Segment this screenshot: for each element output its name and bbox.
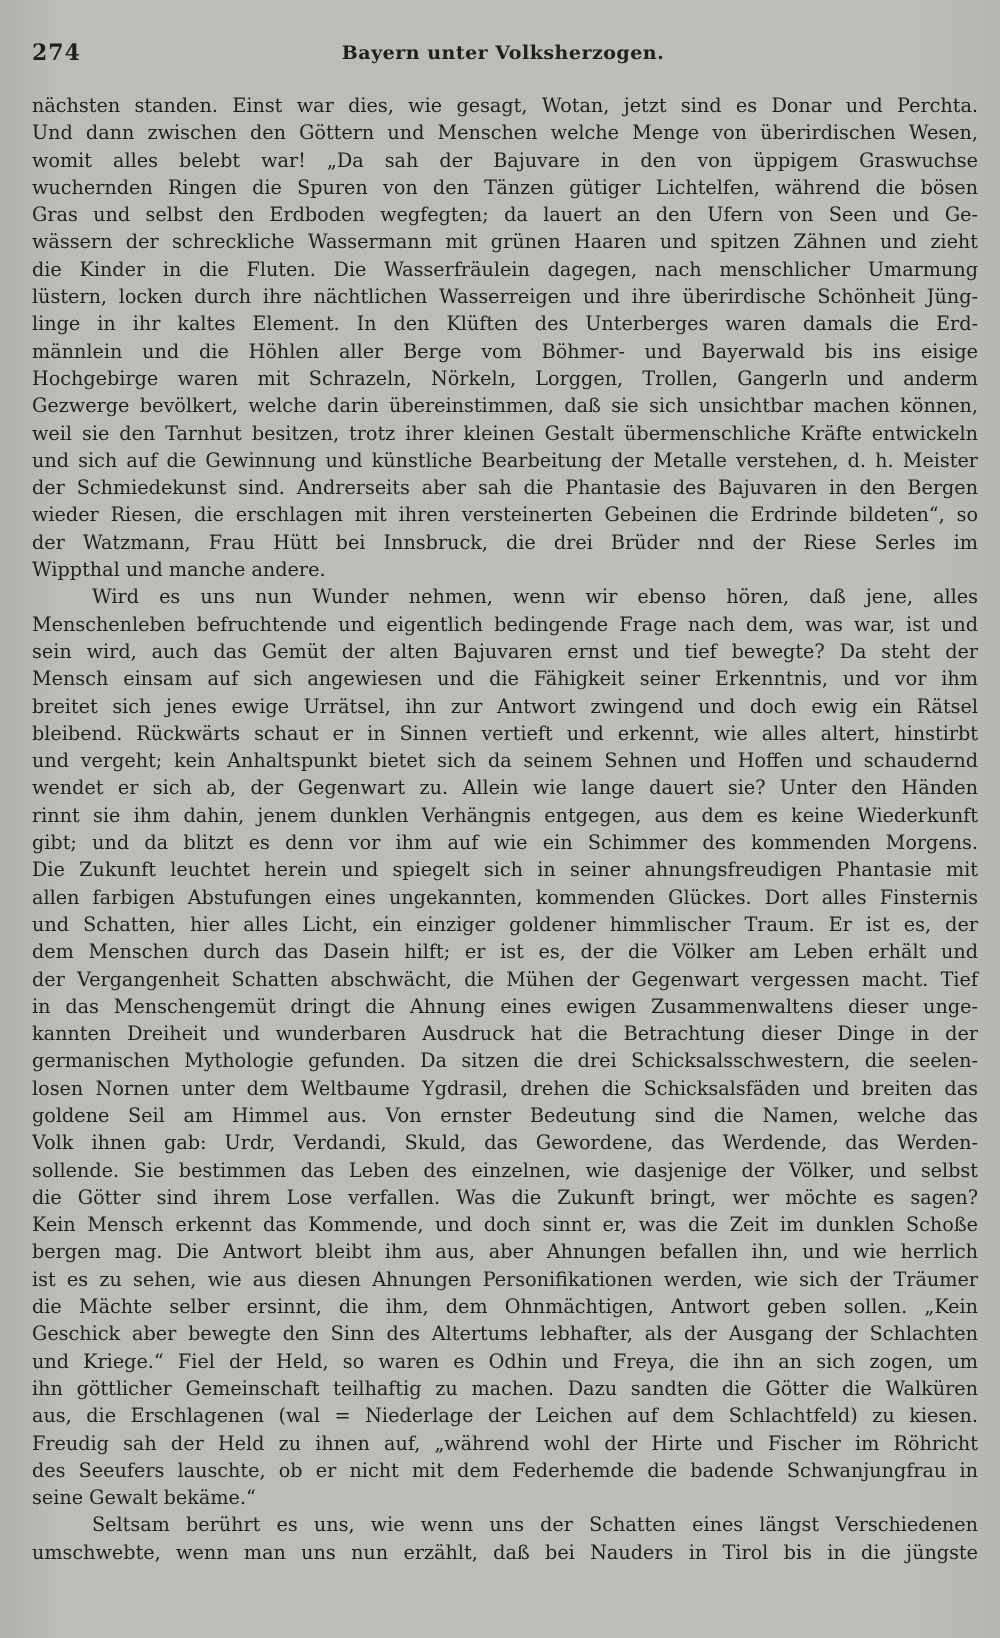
- text-line: in das Menschengemüt dringt die Ahnung eines ewigen Zusammenwaltens dieser unge-: [32, 994, 978, 1018]
- text-line: weil sie den Tarnhut besitzen, trotz ihrer kleinen Gestalt übermenschliche Kräfte entwickeln: [32, 421, 978, 445]
- text-line: Hochgebirge waren mit Schrazeln, Nörkeln, Lorggen, Trollen, Gangerln und anderm: [32, 366, 978, 390]
- text-line: Wird es uns nun Wunder nehmen, wenn wir ebenso hören, daß jene, alles: [92, 585, 978, 609]
- text-line: allen farbigen Abstufungen eines ungekannten, kommenden Glückes. Dort alles Finsternis: [32, 885, 978, 909]
- text-line: Volk ihnen gab: Urdr, Verdandi, Skuld, das Gewordene, das Werdende, das Werden-: [32, 1131, 978, 1155]
- text-line: wässern der schreckliche Wassermann mit grünen Haaren und spitzen Zähnen und zieht: [32, 230, 978, 254]
- text-line: lüstern, locken durch ihre nächtlichen Wasserreigen und ihre überirdische Schönheit Jüng-: [32, 285, 978, 309]
- text-line: losen Nornen unter dem Weltbaume Ygdrasil, drehen die Schicksalsfäden und breiten das: [32, 1076, 978, 1100]
- text-line: goldene Seil am Himmel aus. Von ernster Bedeutung sind die Namen, welche das: [32, 1103, 978, 1127]
- text-line: des Seeufers lauschte, ob er nicht mit dem Federhemde die badende Schwanjungfrau in: [32, 1458, 978, 1482]
- text-line: bleibend. Rückwärts schaut er in Sinnen vertieft und erkennt, wie alles altert, hinstirbt: [32, 721, 978, 745]
- running-title: Bayern unter Volksherzogen.: [341, 42, 665, 64]
- text-line: seine Gewalt bekäme.“: [32, 1486, 256, 1510]
- text-line: und vergeht; kein Anhaltspunkt bietet sich da seinem Sehnen und Hoffen und schaudernd: [32, 749, 978, 773]
- text-line: Mensch einsam auf sich angewiesen und die Fähigkeit seiner Erkenntnis, und vor ihm: [32, 667, 978, 691]
- text-line: ihn göttlicher Gemeinschaft teilhaftig zu machen. Dazu sandten die Götter die Walküren: [32, 1376, 978, 1400]
- text-line: der Schmiedekunst sind. Andrerseits aber sah die Phantasie des Bajuvaren in den Bergen: [32, 476, 978, 500]
- text-line: Gras und selbst den Erdboden wegfegten; da lauert an den Ufern von Seen und Ge-: [32, 203, 978, 227]
- text-line: und sich auf die Gewinnung und künstliche Bearbeitung der Metalle verstehen, d. h. Meister: [32, 448, 978, 472]
- text-line: der Watzmann, Frau Hütt bei Innsbruck, die drei Brüder nnd der Riese Serles im: [32, 530, 978, 554]
- text-line: wieder Riesen, die erschlagen mit ihren versteinerten Gebeinen die Erdrinde bildeten“, so: [32, 503, 978, 527]
- text-line: Die Zukunft leuchtet herein und spiegelt sich in seiner ahnungsfreudigen Phantasie mit: [32, 858, 978, 882]
- text-line: umschwebte, wenn man uns nun erzählt, daß bei Nauders in Tirol bis in die jüngste: [32, 1540, 978, 1564]
- text-line: die Mächte selber ersinnt, die ihm, dem Ohnmächtigen, Antwort geben sollen. „Kein: [32, 1295, 978, 1319]
- text-line: bergen mag. Die Antwort bleibt ihm aus, aber Ahnungen befallen ihn, und wie herrlich: [32, 1240, 978, 1264]
- text-line: kannten Dreiheit und wunderbaren Ausdruck hat die Betrachtung dieser Dinge in der: [32, 1022, 978, 1046]
- text-line: die Kinder in die Fluten. Die Wasserfräulein dagegen, nach menschlicher Umarmung: [32, 257, 978, 281]
- text-line: womit alles belebt war! „Da sah der Bajuvare in den von üppigem Graswuchse: [32, 148, 978, 172]
- text-line: Menschenleben befruchtende und eigentlich bedingende Frage nach dem, was war, ist und: [32, 612, 978, 636]
- text-line: sein wird, auch das Gemüt der alten Bajuvaren ernst und tief bewegte? Da steht der: [32, 639, 978, 663]
- text-line: Kein Mensch erkennt das Kommende, und doch sinnt er, was die Zeit im dunklen Schoße: [32, 1213, 978, 1237]
- page-number: 274: [32, 40, 81, 66]
- text-line: ist es zu sehen, wie aus diesen Ahnungen Personifikationen werden, wie sich der Träumer: [32, 1267, 978, 1291]
- text-line: gibt; und da blitzt es denn vor ihm auf wie ein Schimmer des kommenden Morgens.: [32, 831, 978, 855]
- text-line: und Schatten, hier alles Licht, ein einziger goldener himmlischer Traum. Er ist es, der: [32, 912, 978, 936]
- body-text: [32, 92, 978, 1566]
- text-line: nächsten standen. Einst war dies, wie gesagt, Wotan, jetzt sind es Donar und Perchta.: [32, 94, 978, 117]
- text-line: germanischen Mythologie gefunden. Da sitzen die drei Schicksalsschwestern, die seelen-: [32, 1049, 978, 1073]
- text-line: linge in ihr kaltes Element. In den Klüften des Unterberges waren damals die Erd-: [32, 312, 978, 336]
- text-line: Freudig sah der Held zu ihnen auf, „während wohl der Hirte und Fischer im Röhricht: [32, 1431, 978, 1455]
- text-line: Seltsam berührt es uns, wie wenn uns der Schatten eines längst Verschiedenen: [92, 1513, 978, 1537]
- text-line: aus, die Erschlagenen (wal = Niederlage der Leichen auf dem Schlachtfeld) zu kiesen.: [32, 1404, 978, 1428]
- text-line: sollende. Sie bestimmen das Leben des einzelnen, wie dasjenige der Völker, und selbst: [32, 1158, 978, 1182]
- text-line: Gezwerge bevölkert, welche darin übereinstimmen, daß sie sich unsichtbar machen können,: [32, 394, 978, 418]
- text-line: rinnt sie ihm dahin, jenem dunklen Verhängnis entgegen, aus dem es keine Wiederkunft: [32, 803, 978, 827]
- text-line: der Vergangenheit Schatten abschwächt, die Mühen der Gegenwart vergessen macht. Tief: [32, 967, 978, 991]
- text-line: männlein und die Höhlen aller Berge vom Böhmer- und Bayerwald bis ins eisige: [32, 339, 978, 363]
- text-line: wendet er sich ab, der Gegenwart zu. Allein wie lange dauert sie? Unter den Händen: [32, 776, 978, 800]
- text-line: die Götter sind ihrem Lose verfallen. Was die Zukunft bringt, wer möchte es sagen?: [32, 1185, 978, 1209]
- text-line: Und dann zwischen den Göttern und Menschen welche Menge von überirdischen Wesen,: [32, 121, 978, 145]
- text-line: wuchernden Ringen die Spuren von den Tänzen gütiger Lichtelfen, während die bösen: [32, 175, 978, 199]
- page-header: [32, 40, 974, 74]
- text-line: breitet sich jenes ewige Urrätsel, ihn zur Antwort zwingend und doch ewig ein Rätsel: [32, 694, 978, 718]
- text-line: und Kriege.“ Fiel der Held, so waren es Odhin und Freya, die ihn an sich zogen, um: [32, 1349, 978, 1373]
- text-line: dem Menschen durch das Dasein hilft; er ist es, der die Völker am Leben erhält und: [32, 940, 978, 964]
- text-line: Wippthal und manche andere.: [32, 558, 326, 582]
- text-line: Geschick aber bewegte den Sinn des Altertums lebhafter, als der Ausgang der Schlachten: [32, 1322, 978, 1346]
